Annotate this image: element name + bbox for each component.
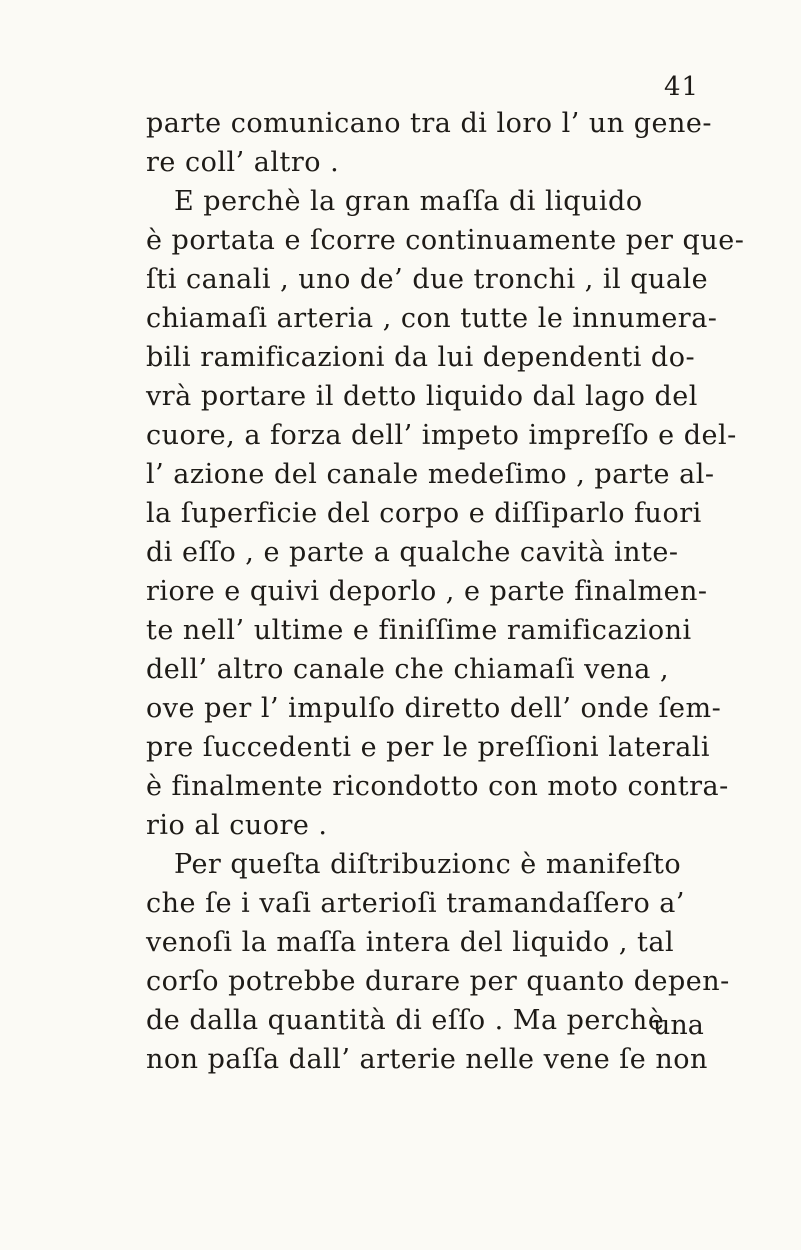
text-line: de dalla quantità di eſſo . Ma perchè: [146, 1005, 665, 1036]
text-line: che ſe i vaſi arterioſi tramandaſſero a’: [146, 888, 685, 919]
text-line: l’ azione del canale medeſimo , parte al-: [146, 459, 715, 490]
text-line: non paſſa dall’ arterie nelle vene ſe non: [146, 1044, 708, 1075]
text-line: bili ramificazioni da lui dependenti do-: [146, 342, 696, 373]
text-line: vrà portare il detto liquido dal lago del: [146, 381, 698, 412]
text-line: dell’ altro canale che chiamaſi vena ,: [146, 654, 670, 685]
text-line: riore e quivi deporlo , e parte finalmen-: [146, 576, 708, 607]
text-line: corſo potrebbe durare per quanto depen-: [146, 966, 730, 997]
text-line: di eſſo , e parte a qualche cavità inte-: [146, 537, 679, 568]
text-line: parte comunicano tra di loro l’ un gene-: [146, 108, 713, 139]
text-line: ove per l’ impulſo diretto dell’ onde ſem-: [146, 693, 722, 724]
page-number: 41: [664, 72, 700, 102]
text-line: re coll’ altro .: [146, 147, 340, 178]
text-line: cuore, a forza dell’ impeto impreſſo e del-: [146, 420, 737, 451]
text-line: è finalmente ricondotto con moto contra-: [146, 771, 729, 802]
body-text: [146, 104, 776, 1079]
text-line: la ſuperficie del corpo e diſſiparlo fuori: [146, 498, 702, 529]
text-line: venoſi la maſſa intera del liquido , tal: [146, 927, 675, 958]
text-line: è portata e ſcorre continuamente per que-: [146, 225, 745, 256]
text-line: rio al cuore .: [146, 810, 328, 841]
text-line: chiamaſi arteria , con tutte le innumera-: [146, 303, 718, 334]
text-line: pre ſuccedenti e per le preſſioni laterali: [146, 732, 711, 763]
text-line: ſti canali , uno de’ due tronchi , il quale: [146, 264, 709, 295]
paragraph-start-line: Per queſta diſtribuzionc è manifeſto: [174, 849, 682, 880]
catchword: una: [653, 1010, 704, 1041]
text-line: te nell’ ultime e finiſſime ramificazioni: [146, 615, 692, 646]
paragraph-start-line: E perchè la gran maſſa di liquido: [174, 186, 643, 217]
